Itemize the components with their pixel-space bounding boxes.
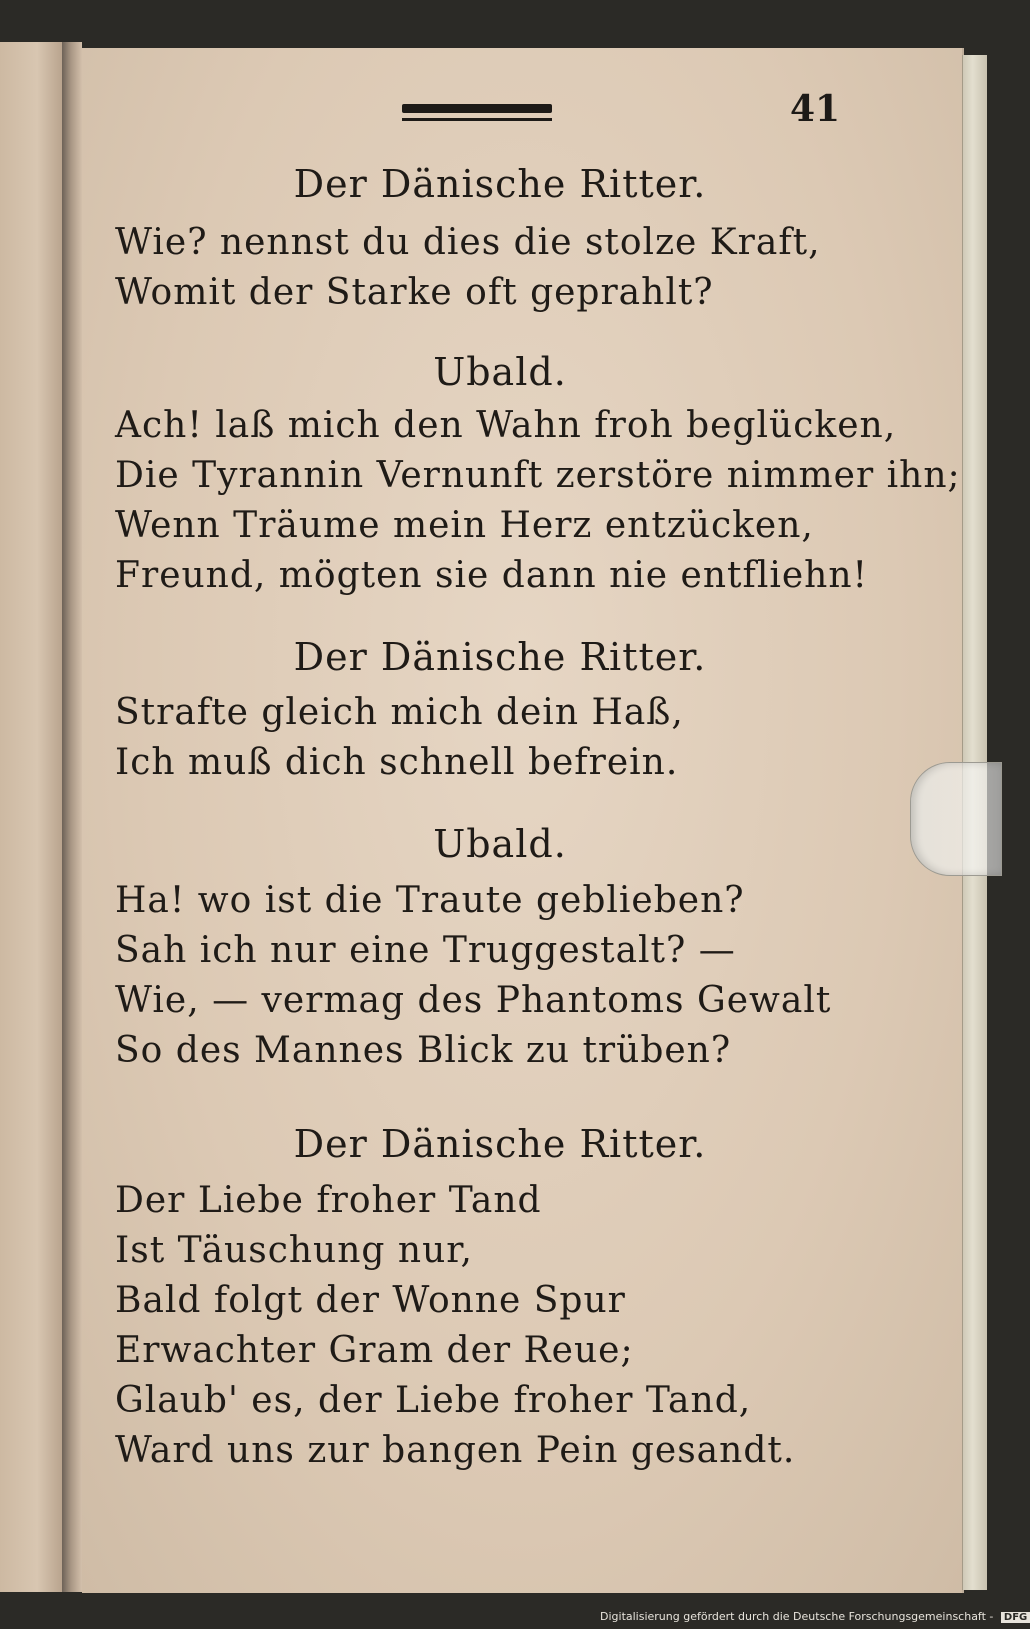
verse-line: Bald folgt der Wonne Spur xyxy=(115,1280,626,1321)
verse-line: Sah ich nur eine Truggestalt? — xyxy=(115,930,736,971)
digitization-credit xyxy=(600,1610,1030,1623)
speaker-heading: Ubald. xyxy=(433,350,567,394)
verse-line: Glaub' es, der Liebe froher Tand, xyxy=(115,1380,752,1421)
header-ornament xyxy=(402,100,552,126)
verse-line: So des Mannes Blick zu trüben? xyxy=(115,1030,732,1071)
verse-line: Ward uns zur bangen Pein gesandt. xyxy=(115,1430,796,1471)
verse-line: Wie? nennst du dies die stolze Kraft, xyxy=(115,222,821,263)
ornament-bar-thick xyxy=(402,104,552,113)
verse-line: Womit der Starke oft geprahlt? xyxy=(115,272,714,313)
book-gutter xyxy=(62,42,82,1592)
verse-line: Strafte gleich mich dein Haß, xyxy=(115,692,684,733)
left-page-edge xyxy=(0,42,62,1592)
verse-line: Ist Täuschung nur, xyxy=(115,1230,473,1271)
verse-line: Freund, mögten sie dann nie entfliehn! xyxy=(115,555,869,596)
speaker-heading: Ubald. xyxy=(433,822,567,866)
credit-text: Digitalisierung gefördert durch die Deutsche Forschungsgemeinschaft - xyxy=(600,1610,994,1623)
verse-line: Ich muß dich schnell befrein. xyxy=(115,742,679,783)
speaker-heading: Der Dänische Ritter. xyxy=(293,635,707,679)
verse-line: Ach! laß mich den Wahn froh beglücken, xyxy=(115,405,897,446)
verse-line: Wenn Träume mein Herz entzücken, xyxy=(115,505,814,546)
dfg-logo: DFG xyxy=(1001,1612,1030,1623)
verse-line: Ha! wo ist die Traute geblieben? xyxy=(115,880,745,921)
speaker-heading: Der Dänische Ritter. xyxy=(293,162,707,206)
verse-line: Die Tyrannin Vernunft zerstöre nimmer ihn; xyxy=(115,455,961,496)
page-number: 41 xyxy=(790,88,841,130)
ornament-bar-thin xyxy=(402,118,552,121)
speaker-heading: Der Dänische Ritter. xyxy=(293,1122,707,1166)
verse-line: Der Liebe froher Tand xyxy=(115,1180,542,1221)
verse-line: Erwachter Gram der Reue; xyxy=(115,1330,634,1371)
verse-line: Wie, — vermag des Phantoms Gewalt xyxy=(115,980,832,1021)
